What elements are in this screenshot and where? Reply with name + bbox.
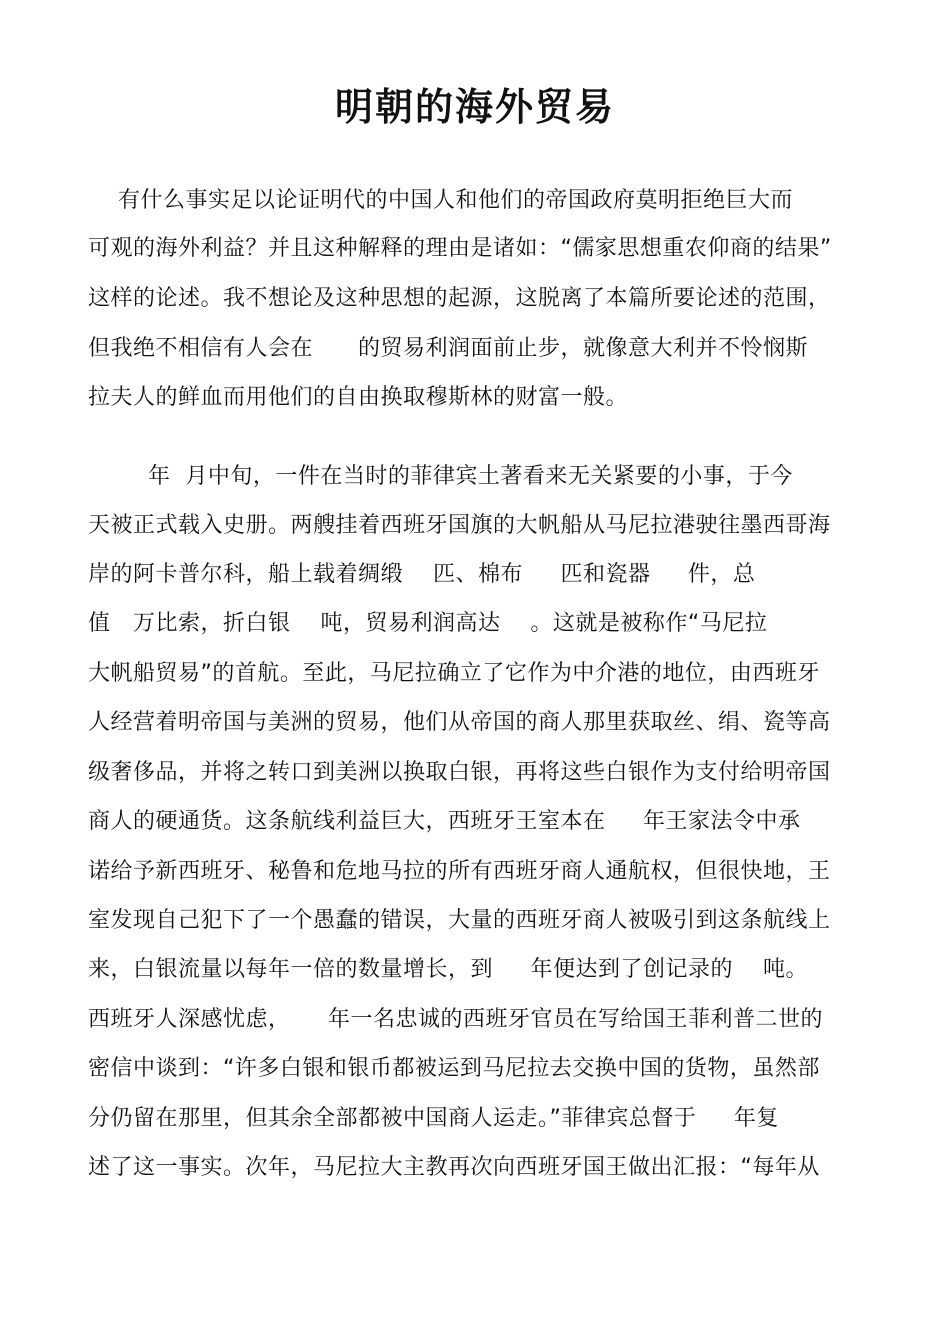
document-title: 明朝的海外贸易: [334, 85, 615, 129]
text-line: 年 月中旬，一件在当时的菲律宾土著看来无关紧要的小事，于今: [88, 464, 793, 489]
text-line: 商人的硬通货。这条航线利益巨大，西班牙王室本在 年王家法令中承: [88, 809, 801, 834]
text-line: 级奢侈品，并将之转口到美洲以换取白银，再将这些白银作为支付给明帝国: [88, 760, 831, 785]
text-line: 这样的论述。我不想论及这种思想的起源，这脱离了本篇所要论述的范围，: [88, 286, 831, 311]
text-line: 诺给予新西班牙、秘鲁和危地马拉的所有西班牙商人通航权，但很快地，王: [88, 859, 831, 884]
text-line: 来，白银流量以每年一倍的数量增长，到 年便达到了创记录的 吨。: [88, 957, 808, 982]
text-line: 大帆船贸易”的首航。至此，马尼拉确立了它作为中介港的地位，由西班牙: [88, 661, 820, 686]
text-line: 述了这一事实。次年，马尼拉大主教再次向西班牙国王做出汇报：“每年从: [88, 1155, 820, 1180]
text-line: 人经营着明帝国与美洲的贸易，他们从帝国的商人那里获取丝、绢、瓷等高: [88, 710, 831, 735]
text-line: 天被正式载入史册。两艘挂着西班牙国旗的大帆船从马尼拉港驶往墨西哥海: [88, 513, 831, 538]
text-line: 岸的阿卡普尔科，船上载着绸缎 匹、棉布 匹和瓷器 件，总: [88, 562, 756, 587]
text-line: 有什么事实足以论证明代的中国人和他们的帝国政府莫明拒绝巨大而: [88, 188, 793, 213]
text-line: 拉夫人的鲜血而用他们的自由换取穆斯林的财富一般。: [88, 385, 629, 410]
text-line: 值 万比索，折白银 吨，贸易利润高达 。这就是被称作“马尼拉: [88, 611, 768, 636]
text-line: 密信中谈到：“许多白银和银币都被运到马尼拉去交换中国的货物，虽然部: [88, 1056, 820, 1081]
text-line: 可观的海外利益？并且这种解释的理由是诸如：“儒家思想重农仰商的结果”: [88, 236, 832, 261]
text-line: 西班牙人深感忧虑， 年一名忠诚的西班牙官员在写给国王菲利普二世的: [88, 1007, 823, 1032]
text-line: 分仍留在那里，但其余全部都被中国商人运走。”菲律宾总督于 年复: [88, 1106, 779, 1131]
text-line: 室发现自己犯下了一个愚蠢的错误，大量的西班牙商人被吸引到这条航线上: [88, 908, 831, 933]
text-line: 但我绝不相信有人会在 的贸易利润面前止步，就像意大利并不怜悯斯: [88, 336, 808, 361]
